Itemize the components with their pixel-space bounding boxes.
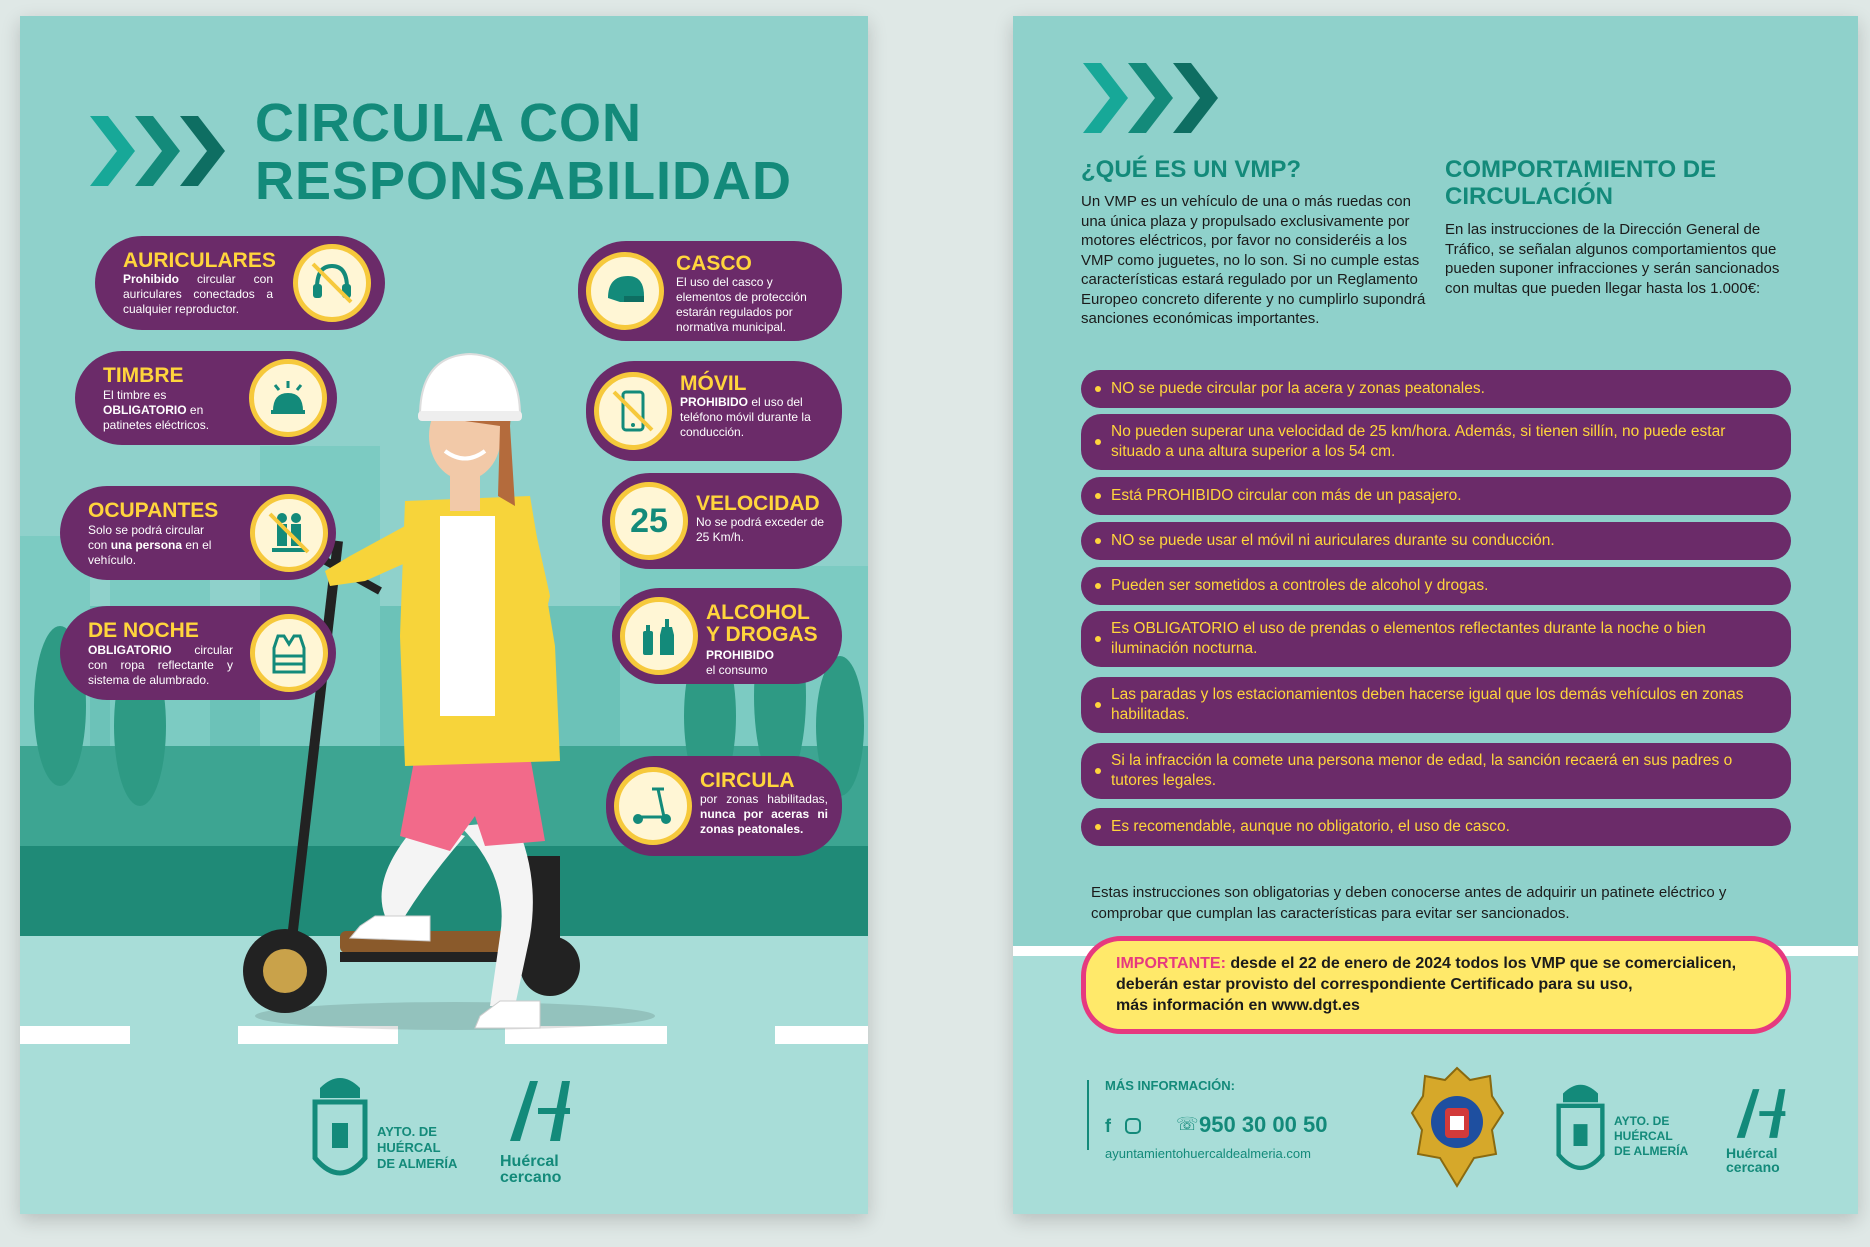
comportamiento-paragraph: En las instrucciones de la Dirección General de Tráfico, se señalan algunos comportamientos que pueden suponer infracciones y serán sancionados con multas que pueden llegar hasta los 1.000€:	[1445, 221, 1780, 297]
hc-line: Huércal	[500, 1153, 559, 1170]
section-title-comportamiento	[1445, 156, 1716, 210]
badge-text: El uso del casco y elementos de protección estarán regulados por normativa municipal.	[676, 275, 807, 334]
badge-text-part: en el vehículo.	[88, 538, 212, 567]
badge-text-part: Solo se podrá circular con	[88, 523, 205, 552]
badge-text-part: el uso del teléfono móvil durante la conducción.	[680, 395, 811, 439]
bullet-icon	[1095, 493, 1101, 499]
helmet-icon	[586, 252, 664, 330]
ayto-logo-text	[1614, 1114, 1688, 1159]
instagram-icon[interactable]	[1125, 1118, 1141, 1134]
bullet-icon	[1095, 386, 1101, 392]
occupants-prohibited-icon	[250, 494, 328, 572]
rule-item	[1081, 611, 1791, 667]
important-label: IMPORTANTE:	[1116, 955, 1226, 972]
hc-line: Huércal	[1726, 1145, 1778, 1161]
badge-text	[680, 395, 830, 440]
badge-bold: PROHIBIDO	[680, 395, 749, 409]
badge-title: TIMBRE	[103, 364, 184, 387]
badge-velocidad	[602, 473, 842, 569]
bullet-icon	[1095, 768, 1101, 774]
back-poster	[1013, 16, 1858, 1214]
ayto-line: HUÉRCAL	[1614, 1129, 1673, 1143]
rule-text: No pueden superar una velocidad de 25 km/hora. Además, si tienen sillín, no puede estar situado a una altura superior a los 54 cm.	[1111, 423, 1726, 460]
road-stripe	[20, 1026, 130, 1044]
badge-text: No se podrá exceder de 25 Km/h.	[696, 515, 825, 544]
rule-text: Está PROHIBIDO circular con más de un pasajero.	[1111, 487, 1462, 504]
phone-icon: ☏	[1176, 1114, 1199, 1134]
badge-title: DE NOCHE	[88, 619, 199, 642]
badge-alcohol-drogas	[612, 588, 842, 684]
important-text: desde el 22 de enero de 2024 todos los VMP que se comercialicen,	[1225, 955, 1737, 972]
huercal-cercano-logo	[1726, 1081, 1796, 1146]
badge-bold: Prohibido	[123, 272, 179, 286]
bullet-icon	[1095, 538, 1101, 544]
rule-text: Las paradas y los estacionamientos deben hacerse igual que los demás vehículos en zonas habilitadas.	[1111, 686, 1744, 723]
ayto-logo-text	[377, 1124, 457, 1172]
badge-movil	[586, 361, 842, 461]
rule-text: NO se puede circular por la acera y zonas peatonales.	[1111, 380, 1485, 397]
bell-icon	[249, 359, 327, 437]
badge-casco	[578, 241, 842, 341]
badge-title: VELOCIDAD	[696, 492, 820, 515]
title-line: RESPONSABILIDAD	[255, 151, 793, 211]
huercal-cercano-text	[1726, 1146, 1780, 1174]
hc-line: cercano	[1726, 1159, 1780, 1175]
badge-text	[88, 643, 233, 688]
rule-item	[1081, 743, 1791, 799]
title-line: CIRCULACIÓN	[1445, 183, 1613, 210]
rule-text: Es recomendable, aunque no obligatorio, el uso de casco.	[1111, 818, 1510, 835]
rule-item	[1081, 477, 1791, 515]
badge-text	[103, 388, 228, 433]
bullet-icon	[1095, 439, 1101, 445]
badge-ocupantes	[60, 486, 336, 580]
speed-limit-number: 25	[630, 501, 668, 540]
badge-text-part: en patinetes eléctricos.	[103, 403, 210, 432]
badge-text	[88, 523, 223, 568]
chevrons-icon	[90, 111, 230, 191]
rule-item	[1081, 414, 1791, 470]
badge-bold: nunca por aceras ni zonas peatonales.	[700, 807, 828, 836]
important-text: más información en www.dgt.es	[1116, 997, 1360, 1014]
bullet-icon	[1095, 702, 1101, 708]
badge-text-part: circular con auriculares conectados a cualquier reproductor.	[123, 272, 273, 316]
rule-item	[1081, 677, 1791, 733]
reflective-vest-icon	[250, 614, 328, 692]
mobile-prohibited-icon	[594, 372, 672, 450]
badge-text-part: El timbre es	[103, 388, 167, 402]
badge-bold: PROHIBIDO	[706, 648, 775, 662]
badge-title: OCUPANTES	[88, 499, 219, 522]
instructions-note: Estas instrucciones son obligatorias y deben conocerse antes de adquirir un patinete eléctrico y comprobar que cumplan las características para evitar ser sancionados.	[1091, 884, 1727, 922]
bullet-icon	[1095, 636, 1101, 642]
rule-text: NO se puede usar el móvil ni auriculares durante su conducción.	[1111, 532, 1555, 549]
bullet-icon	[1095, 824, 1101, 830]
mas-informacion-label: MÁS INFORMACIÓN:	[1105, 1078, 1235, 1093]
page-title	[255, 94, 792, 210]
ayto-line: DE ALMERÍA	[1614, 1144, 1689, 1158]
badge-timbre	[75, 351, 337, 445]
rule-text: Si la infracción la comete una persona menor de edad, la sanción recaerá en sus padres o tutores legales.	[1111, 752, 1733, 789]
badge-bold: OBLIGATORIO	[103, 403, 187, 417]
section-title-vmp: ¿QUÉ ES UN VMP?	[1081, 156, 1302, 183]
badge-auriculares	[95, 236, 385, 330]
police-badge-logo	[1410, 1066, 1505, 1191]
website-link[interactable]: ayuntamientohuercaldealmeria.com	[1105, 1146, 1311, 1161]
badge-title: CIRCULA	[700, 769, 795, 792]
title-line: COMPORTAMIENTO DE	[1445, 156, 1717, 183]
rule-text: Pueden ser sometidos a controles de alcohol y drogas.	[1111, 577, 1489, 594]
important-text: deberán estar provisto del correspondiente Certificado para su uso,	[1116, 976, 1633, 993]
badge-text	[700, 792, 828, 837]
badge-title: ALCOHOL	[706, 601, 810, 624]
facebook-icon[interactable]: f	[1105, 1116, 1111, 1136]
huercal-cercano-logo	[500, 1071, 580, 1151]
ayto-crest-logo	[1553, 1076, 1608, 1181]
phone-number[interactable]: 950 30 00 50	[1199, 1112, 1328, 1137]
rule-item	[1081, 522, 1791, 560]
rule-text: Es OBLIGATORIO el uso de prendas o elementos reflectantes durante la noche o bien iluminación nocturna.	[1111, 620, 1706, 657]
badge-title: AURICULARES	[123, 249, 276, 272]
badge-text-part: el consumo	[706, 663, 768, 677]
badge-de-noche	[60, 606, 336, 700]
ayto-line: HUÉRCAL	[377, 1140, 441, 1155]
chevrons-icon	[1083, 58, 1218, 138]
ayto-line: DE ALMERÍA	[377, 1156, 458, 1171]
rule-item	[1081, 808, 1791, 846]
headphones-prohibited-icon	[293, 244, 371, 322]
ayto-crest-logo	[310, 1068, 370, 1188]
scooter-icon	[614, 767, 692, 845]
rule-item	[1081, 370, 1791, 408]
bullet-icon	[1095, 583, 1101, 589]
badge-text-part: circular con ropa reflectante y sistema de alumbrado.	[88, 643, 233, 687]
vmp-paragraph: Un VMP es un vehículo de una o más ruedas con una única plaza y propulsado exclusivamente por motores eléctricos, por favor no consideréis a los VMP como juguetes, no lo son. Si no cumple estas características estará regulado por un Reglamento Europeo concreto diferente y no cumplirlo supondrá sanciones económicas importantes.	[1081, 193, 1426, 327]
badge-circula	[606, 756, 842, 856]
ayto-line: AYTO. DE	[1614, 1114, 1670, 1128]
badge-title: MÓVIL	[680, 372, 747, 395]
huercal-cercano-text	[500, 1154, 561, 1186]
badge-bold: una persona	[110, 538, 183, 552]
divider	[1087, 1080, 1089, 1150]
front-poster	[20, 16, 868, 1214]
title-line: CIRCULA CON	[255, 93, 642, 153]
important-notice	[1081, 936, 1791, 1034]
rule-item	[1081, 567, 1791, 605]
speed-limit-icon	[610, 482, 688, 560]
badge-text-part: por zonas habilitadas,	[700, 792, 828, 806]
badge-text	[706, 648, 826, 678]
ayto-line: AYTO. DE	[377, 1124, 437, 1139]
road-stripe	[775, 1026, 868, 1044]
bottles-icon	[620, 597, 698, 675]
badge-title: Y DROGAS	[706, 623, 818, 646]
badge-title: CASCO	[676, 252, 752, 275]
badge-text	[123, 272, 273, 317]
hc-line: cercano	[500, 1169, 562, 1186]
badge-bold: OBLIGATORIO	[88, 643, 172, 657]
